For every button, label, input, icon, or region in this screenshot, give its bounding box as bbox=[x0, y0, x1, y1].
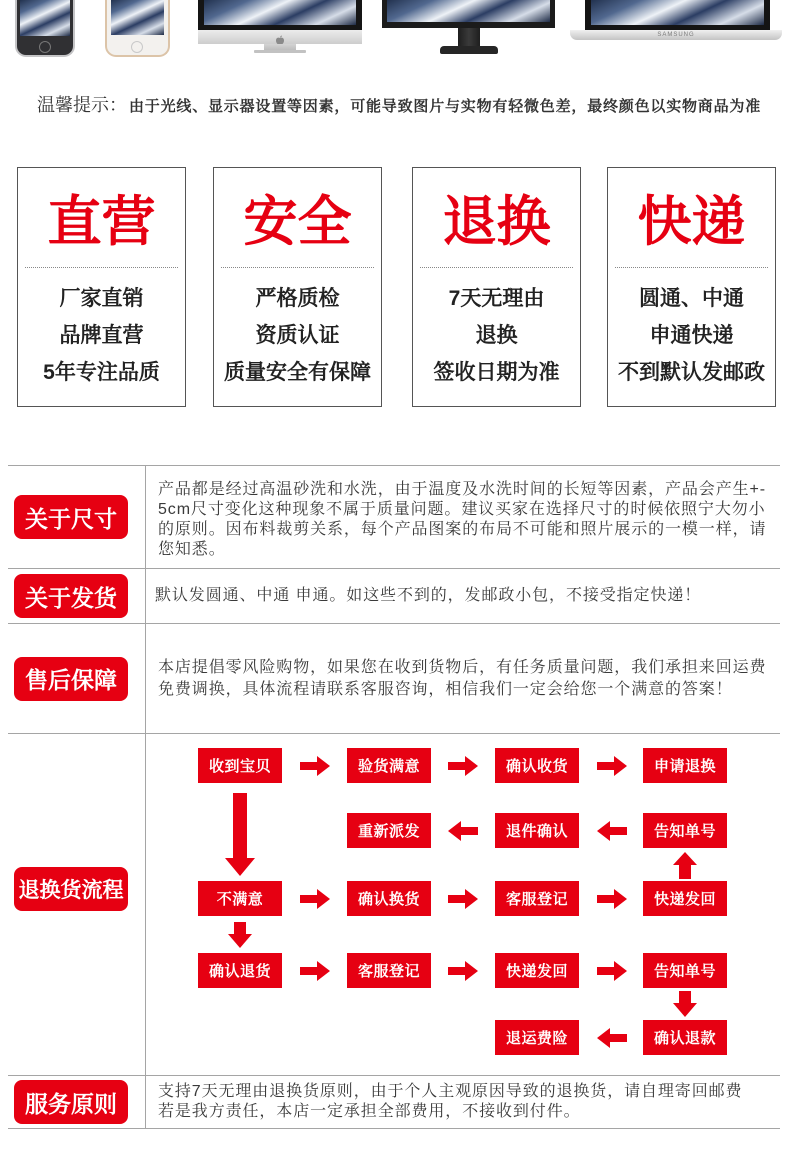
policy-text-line: 默认发圆通、中通 申通。如这些不到的，发邮政小包，不接受指定快递！ bbox=[155, 587, 702, 604]
dotted-divider bbox=[420, 267, 573, 268]
feature-title: 快递 bbox=[637, 192, 746, 252]
feature-box-safety bbox=[213, 167, 382, 407]
policy-text-line: 产品都是经过高温砂洗和水洗，由于温度及水洗时间的长短等因素，产品会产生+- bbox=[158, 480, 766, 498]
arrow-right-icon bbox=[300, 756, 330, 776]
policy-text-line: 本店提倡零风险购物，如果您在收到货物后，有任务质量问题，我们承担来回运费 bbox=[158, 658, 767, 676]
phone-screen bbox=[111, 0, 164, 35]
home-button-icon bbox=[39, 41, 51, 53]
arrow-left-icon bbox=[597, 1028, 627, 1048]
arrow-right-icon bbox=[597, 756, 627, 776]
feature-title: 退换 bbox=[442, 192, 551, 252]
feature-title: 安全 bbox=[243, 192, 352, 252]
policy-row-size bbox=[8, 466, 780, 569]
feature-line: 申通快递 bbox=[649, 324, 734, 347]
feature-line: 质量安全有保障 bbox=[224, 361, 371, 384]
monitor-image bbox=[382, 0, 555, 28]
feature-line: 5年专注品质 bbox=[43, 361, 160, 384]
laptop-screen bbox=[591, 0, 764, 25]
feature-line: 品牌直营 bbox=[59, 324, 144, 347]
arrow-right-icon bbox=[448, 889, 478, 909]
monitor-base bbox=[440, 46, 498, 54]
policy-label-cell bbox=[8, 466, 146, 568]
arrow-right-icon bbox=[300, 889, 330, 909]
policy-table bbox=[8, 465, 780, 1129]
flow-step-notify-tracking: 告知单号 bbox=[643, 813, 727, 848]
feature-line: 退换 bbox=[475, 324, 518, 347]
feature-line: 不到默认发邮政 bbox=[618, 361, 765, 384]
color-notice bbox=[37, 92, 782, 118]
laptop-brand-label: SAMSUNG bbox=[657, 32, 695, 38]
phone-image-gold bbox=[105, 0, 170, 57]
feature-lines bbox=[608, 280, 775, 391]
imac-stand-foot bbox=[254, 50, 306, 53]
policy-text-line: 支持7天无理由退换货原则，由于个人主观原因导致的退换货，请自理寄回邮费 bbox=[158, 1083, 743, 1100]
arrow-right-icon bbox=[448, 961, 478, 981]
flow-step-ship-back-refund: 快递发回 bbox=[495, 953, 579, 988]
arrow-down-icon bbox=[228, 922, 252, 948]
arrow-down-icon bbox=[225, 793, 255, 876]
feature-line: 7天无理由 bbox=[448, 287, 545, 310]
flow-step-return-confirmed: 退件确认 bbox=[495, 813, 579, 848]
policy-label-cell bbox=[8, 624, 146, 733]
imac-screen bbox=[204, 0, 356, 25]
arrow-right-icon bbox=[448, 756, 478, 776]
policy-row-service bbox=[8, 1076, 780, 1129]
arrow-right-icon bbox=[300, 961, 330, 981]
arrow-right-icon bbox=[597, 889, 627, 909]
flow-step-unsatisfied: 不满意 bbox=[198, 881, 282, 916]
policy-text-line: 的原则。因布料裁剪关系，每个产品图案的布局不可能和照片展示的一模一样，请 bbox=[158, 520, 767, 538]
policy-label-cell bbox=[8, 1076, 146, 1128]
feature-line: 严格质检 bbox=[255, 287, 340, 310]
monitor-stand bbox=[458, 28, 480, 47]
flow-step-resend: 重新派发 bbox=[347, 813, 431, 848]
dotted-divider bbox=[615, 267, 768, 268]
notice-text: 由于光线、显示器设置等因素，可能导致图片与实物有轻微色差，最终颜色以实物商品为准 bbox=[129, 98, 762, 115]
policy-label-cell bbox=[8, 569, 146, 623]
feature-box-express bbox=[607, 167, 776, 407]
policy-text-cell bbox=[146, 569, 780, 623]
feature-line: 圆通、中通 bbox=[639, 287, 744, 310]
flow-step-ship-back: 快递发回 bbox=[643, 881, 727, 916]
feature-line: 签收日期为准 bbox=[433, 361, 560, 384]
imac-chin bbox=[198, 30, 362, 44]
laptop-image bbox=[585, 0, 770, 30]
policy-text-cell bbox=[146, 466, 780, 568]
policy-row-return-flow bbox=[8, 734, 780, 1076]
feature-line: 厂家直销 bbox=[59, 287, 144, 310]
policy-text-cell bbox=[146, 624, 780, 733]
feature-lines bbox=[413, 280, 580, 391]
policy-text-line: 若是我方责任，本店一定承担全部费用，不接收到付件。 bbox=[158, 1103, 581, 1120]
return-flow-label-badge: 退换货流程 bbox=[14, 867, 128, 911]
dotted-divider bbox=[221, 267, 374, 268]
phone-image-dark bbox=[15, 0, 75, 57]
apple-logo-icon bbox=[275, 32, 285, 42]
flow-step-return-shipping-insurance: 退运费险 bbox=[495, 1020, 579, 1055]
dotted-divider bbox=[25, 267, 178, 268]
policy-text-line: 5cm尺寸变化这种现象不属于质量问题。建议买家在选择尺寸的时候依照宁大勿小 bbox=[158, 500, 766, 518]
phone-screen bbox=[20, 0, 70, 36]
feature-title: 直营 bbox=[47, 192, 156, 252]
arrow-down-icon bbox=[673, 991, 697, 1017]
feature-line: 资质认证 bbox=[255, 324, 340, 347]
flow-step-confirm-refund: 确认退款 bbox=[643, 1020, 727, 1055]
flow-step-receive-item: 收到宝贝 bbox=[198, 748, 282, 783]
size-label-badge: 关于尺寸 bbox=[14, 495, 128, 539]
policy-text-line: 免费调换，具体流程请联系客服咨询，相信我们一定会给您一个满意的答案！ bbox=[158, 680, 733, 698]
policy-row-after-sales bbox=[8, 624, 780, 734]
flow-step-confirm-return: 确认退货 bbox=[198, 953, 282, 988]
notice-label: 温馨提示： bbox=[37, 95, 127, 115]
after-sales-label-badge: 售后保障 bbox=[14, 657, 128, 701]
arrow-up-icon bbox=[673, 852, 697, 879]
flow-step-confirm-receipt: 确认收货 bbox=[495, 748, 579, 783]
feature-box-direct bbox=[17, 167, 186, 407]
imac-image bbox=[198, 0, 362, 30]
policy-text-cell bbox=[146, 1076, 780, 1128]
policy-label-cell bbox=[8, 734, 146, 1075]
policy-row-shipping bbox=[8, 569, 780, 624]
arrow-right-icon bbox=[597, 961, 627, 981]
laptop-base bbox=[570, 30, 782, 40]
flow-step-notify-tracking-refund: 告知单号 bbox=[643, 953, 727, 988]
feature-lines bbox=[18, 280, 185, 391]
monitor-screen bbox=[387, 0, 550, 22]
arrow-left-icon bbox=[597, 821, 627, 841]
flow-step-confirm-exchange: 确认换货 bbox=[347, 881, 431, 916]
service-label-badge: 服务原则 bbox=[14, 1080, 128, 1124]
arrow-left-icon bbox=[448, 821, 478, 841]
feature-box-return bbox=[412, 167, 581, 407]
shipping-label-badge: 关于发货 bbox=[14, 574, 128, 618]
flow-step-inspect-ok: 验货满意 bbox=[347, 748, 431, 783]
policy-text-line: 您知悉。 bbox=[158, 540, 226, 558]
flow-step-cs-register: 客服登记 bbox=[495, 881, 579, 916]
flow-step-cs-register-refund: 客服登记 bbox=[347, 953, 431, 988]
home-button-icon bbox=[131, 41, 143, 53]
flow-step-request-return: 申请退换 bbox=[643, 748, 727, 783]
return-flow-chart bbox=[146, 734, 780, 1075]
feature-lines bbox=[214, 280, 381, 391]
